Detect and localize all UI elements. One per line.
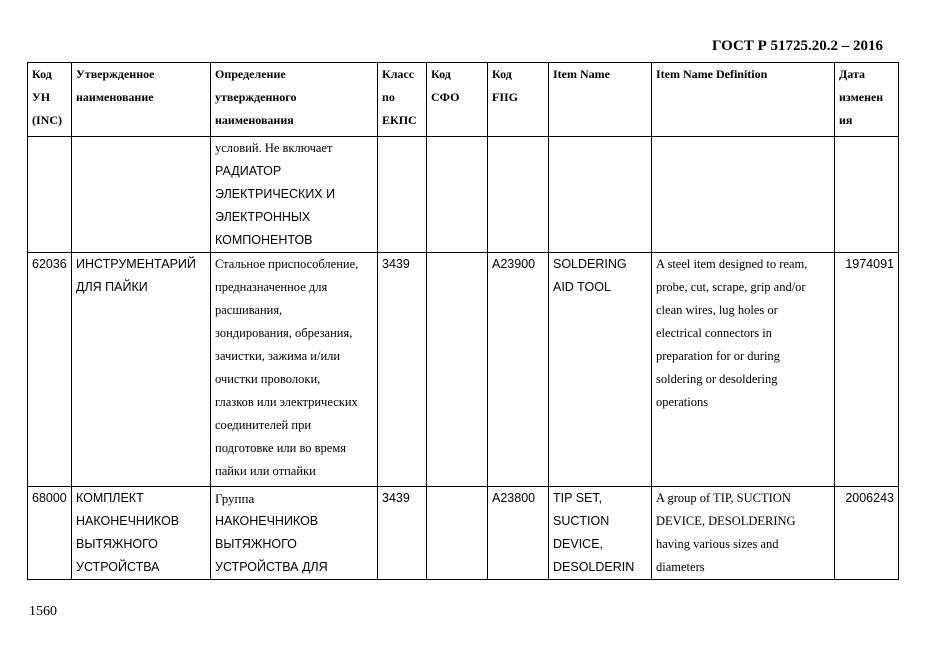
cell-ekps-class: 3439 bbox=[378, 487, 427, 580]
cell-inc: 68000 bbox=[28, 487, 72, 580]
cell-fiig-code bbox=[488, 137, 549, 253]
header-approved-name: Утвержденное наименование bbox=[72, 63, 211, 137]
cell-sfo-code bbox=[427, 137, 488, 253]
header-inc: Код УН (INC) bbox=[28, 63, 72, 137]
cell-change-date bbox=[835, 137, 899, 253]
table-row bbox=[28, 137, 899, 253]
classifier-table bbox=[27, 62, 899, 580]
header-definition: Определение утвержденного наименования bbox=[211, 63, 378, 137]
cell-definition: Стальное приспособление, предназначенное для расшивания, зондирования, обрезания, зачистки, зажима и/или очистки проволоки, глазков или электрических соединителей при подготовке или во время пайки или отпайки bbox=[211, 253, 378, 487]
page-number: 1560 bbox=[29, 604, 57, 619]
cell-definition: Группа НАКОНЕЧНИКОВ ВЫТЯЖНОГО УСТРОЙСТВА ДЛЯ bbox=[211, 487, 378, 580]
cell-sfo-code bbox=[427, 253, 488, 487]
cell-item-name bbox=[549, 137, 652, 253]
cell-change-date: 2006243 bbox=[835, 487, 899, 580]
cell-item-name: SOLDERING AID TOOL bbox=[549, 253, 652, 487]
cell-sfo-code bbox=[427, 487, 488, 580]
table-row bbox=[28, 487, 899, 580]
table-header-row bbox=[28, 63, 899, 137]
cell-item-name-definition bbox=[652, 137, 835, 253]
cell-ekps-class: 3439 bbox=[378, 253, 427, 487]
table-row bbox=[28, 253, 899, 487]
cell-approved-name: ИНСТРУМЕНТАРИЙ ДЛЯ ПАЙКИ bbox=[72, 253, 211, 487]
cell-item-name-definition: A group of TIP, SUCTION DEVICE, DESOLDERING having various sizes and diameters bbox=[652, 487, 835, 580]
header-change-date: Дата изменен ия bbox=[835, 63, 899, 137]
header-item-name-definition: Item Name Definition bbox=[652, 63, 835, 137]
cell-change-date: 1974091 bbox=[835, 253, 899, 487]
cell-fiig-code: A23800 bbox=[488, 487, 549, 580]
cell-item-name: TIP SET, SUCTION DEVICE, DESOLDERIN bbox=[549, 487, 652, 580]
document-standard-header: ГОСТ Р 51725.20.2 – 2016 bbox=[712, 38, 884, 54]
cell-ekps-class bbox=[378, 137, 427, 253]
cell-inc bbox=[28, 137, 72, 253]
header-ekps-class: Класс по ЕКПС bbox=[378, 63, 427, 137]
cell-approved-name bbox=[72, 137, 211, 253]
header-sfo-code: Код СФО bbox=[427, 63, 488, 137]
cell-fiig-code: A23900 bbox=[488, 253, 549, 487]
cell-definition: условий. Не включает РАДИАТОР ЭЛЕКТРИЧЕСКИХ И ЭЛЕКТРОННЫХ КОМПОНЕНТОВ bbox=[211, 137, 378, 253]
cell-approved-name: КОМПЛЕКТ НАКОНЕЧНИКОВ ВЫТЯЖНОГО УСТРОЙСТВА bbox=[72, 487, 211, 580]
header-item-name: Item Name bbox=[549, 63, 652, 137]
cell-inc: 62036 bbox=[28, 253, 72, 487]
cell-item-name-definition: A steel item designed to ream, probe, cut, scrape, grip and/or clean wires, lug holes or electrical connectors in preparation for or during soldering or desoldering operations bbox=[652, 253, 835, 487]
header-fiig-code: Код FIIG bbox=[488, 63, 549, 137]
